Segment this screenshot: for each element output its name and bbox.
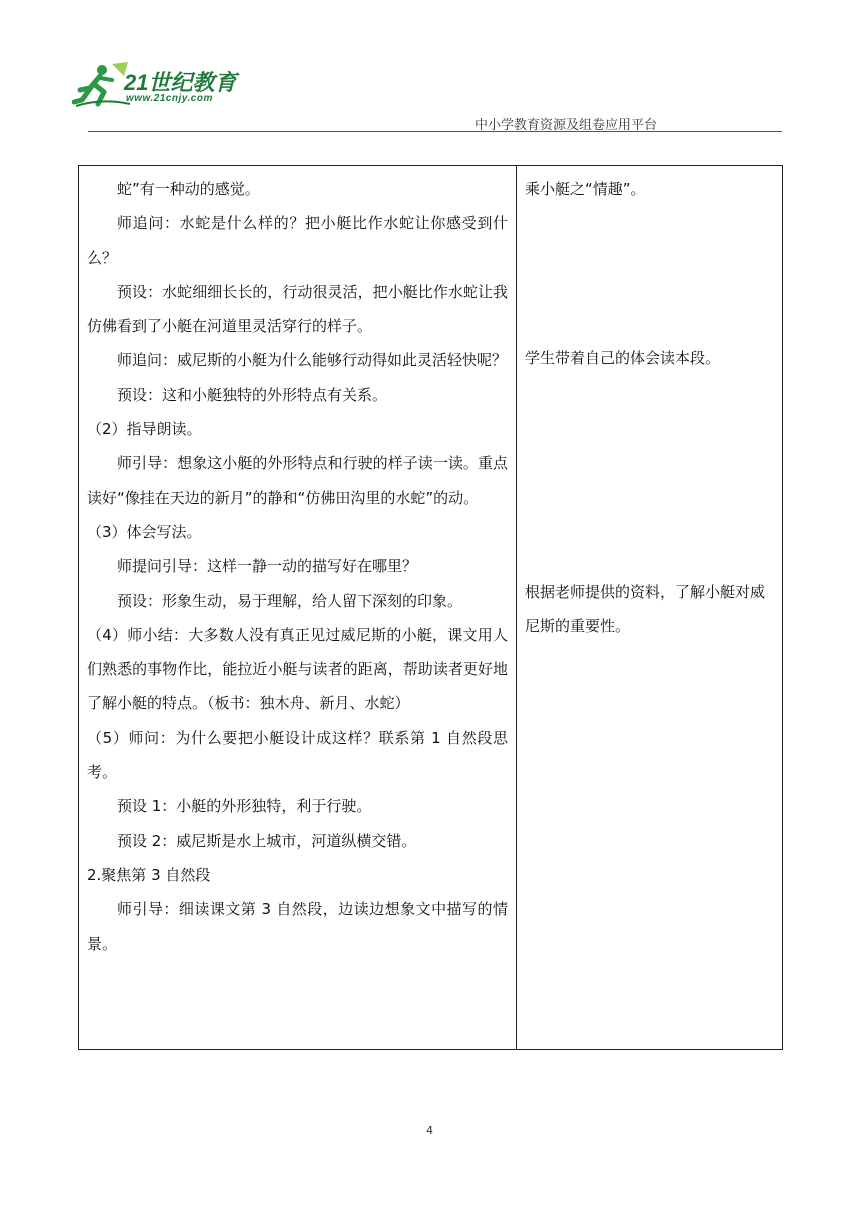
lesson-paragraph: （5）师问：为什么要把小艇设计成这样？联系第 1 自然段思考。 [87,728,508,782]
header-divider [88,131,782,132]
site-logo [72,60,272,110]
student-note: 学生带着自己的体会读本段。 [525,349,721,367]
student-activity-text [517,166,782,1049]
lesson-paragraph: （3）体会写法。 [87,522,202,541]
student-activity-cell [517,166,783,1050]
platform-label: 中小学教育资源及组卷应用平台 [474,118,657,133]
lesson-paragraph: 师提问引导：这样一静一动的描写好在哪里？ [117,557,418,576]
lesson-table [78,165,783,1050]
student-note: 乘小艇之“情趣”。 [525,180,646,198]
lesson-paragraph: 师追问：威尼斯的小艇为什么能够行动得如此灵活轻快呢？ [117,351,508,370]
lesson-paragraph: 师引导：细读课文第 3 自然段，边读边想象文中描写的情景。 [87,900,508,953]
table-row [79,166,783,1050]
lesson-paragraph: 预设：形象生动，易于理解，给人留下深刻的印象。 [117,591,463,610]
lesson-paragraph: 预设：这和小艇独特的外形特点有关系。 [117,385,388,404]
lesson-paragraph: 师引导：想象这小艇的外形特点和行驶的样子读一读。重点读好“像挂在天边的新月”的静和“仿佛田沟里的水蛇”的动。 [87,454,508,507]
lesson-paragraph: （2）指导朗读。 [87,420,202,439]
teacher-activity-cell [79,166,517,1050]
lesson-paragraph: （4）师小结：大多数人没有真正见过威尼斯的小艇，课文用人们熟悉的事物作比，能拉近小艇与读者的距离，帮助读者更好地了解小艇的特点。（板书：独木舟、新月、水蛇） [87,625,508,713]
lesson-paragraph: 蛇”有一种动的感觉。 [117,180,260,198]
student-note: 根据老师提供的资料，了解小艇对威尼斯的重要性。 [525,583,766,635]
lesson-paragraph: 预设：水蛇细细长长的，行动很灵活，把小艇比作水蛇让我仿佛看到了小艇在河道里灵活穿行的样子。 [87,282,508,336]
lesson-paragraph: 预设 1：小艇的外形独特，利于行驶。 [117,797,372,816]
lesson-paragraph: 预设 2：威尼斯是水上城市，河道纵横交错。 [117,831,417,850]
lesson-paragraph: 2.聚焦第 3 自然段 [87,865,211,884]
lesson-paragraph: 师追问：水蛇是什么样的？把小艇比作水蛇让你感受到什么？ [87,214,508,267]
logo-url: www.21cnjy.com [126,93,213,104]
runner-icon [72,60,132,110]
teacher-activity-text [79,166,516,963]
page-number: 4 [426,1124,433,1137]
logo-name: 21世纪教育 [124,70,237,95]
